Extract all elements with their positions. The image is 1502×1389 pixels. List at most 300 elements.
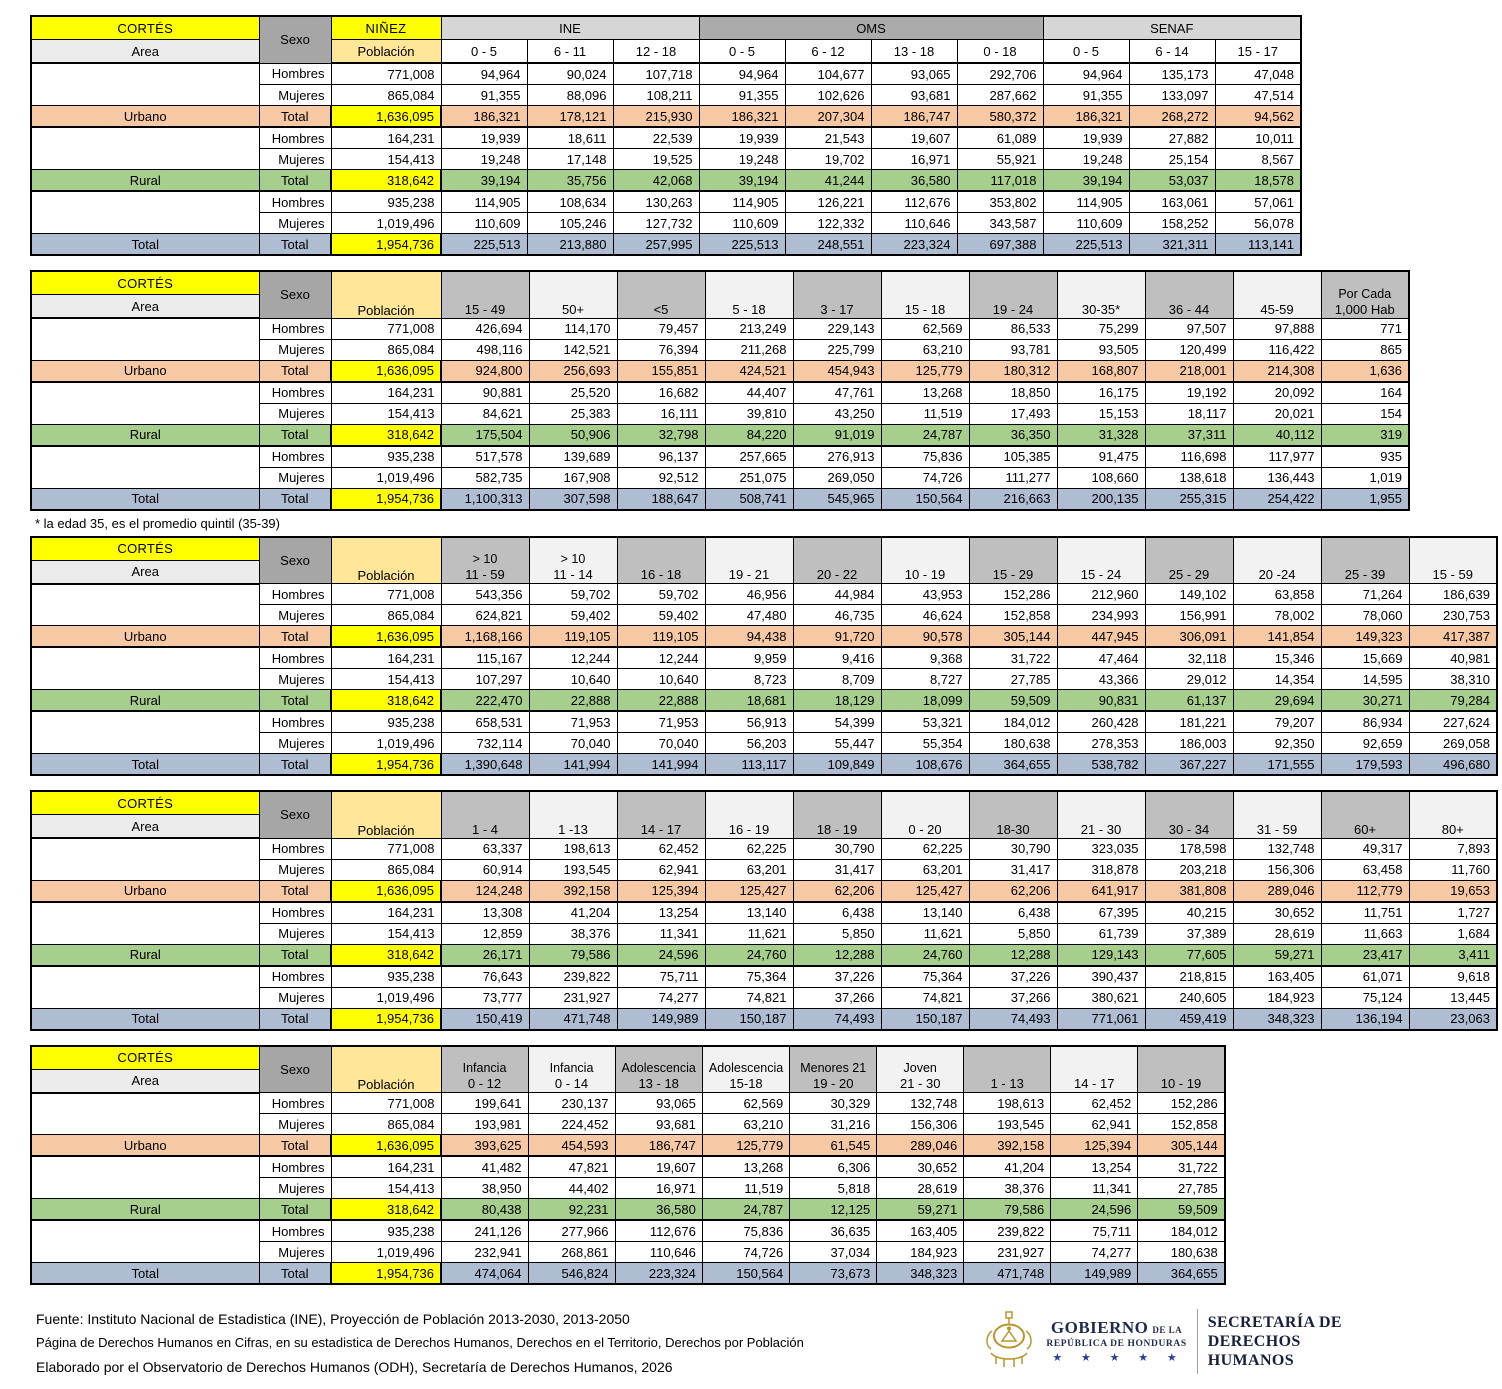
- age-column-header: 0 - 5: [1043, 40, 1129, 64]
- value-cell: 129,143: [1057, 944, 1145, 966]
- poblacion-value: 1,636,095: [331, 106, 441, 128]
- age-column-header: 15 - 49: [441, 271, 529, 318]
- value-cell: 62,452: [1051, 1093, 1138, 1114]
- value-cell: 56,913: [705, 711, 793, 733]
- region-title: CORTÉS: [31, 271, 259, 295]
- value-cell: 53,321: [881, 711, 969, 733]
- value-cell: 125,394: [1051, 1135, 1138, 1157]
- value-cell: 181,221: [1145, 711, 1233, 733]
- age-column-header: 6 - 11: [527, 40, 613, 64]
- table-row: [31, 1199, 1225, 1221]
- value-cell: 38,376: [529, 923, 617, 944]
- ministry-wordmark: [1208, 1313, 1342, 1371]
- region-title: CORTÉS: [31, 1046, 259, 1070]
- value-cell: 92,512: [617, 467, 705, 488]
- value-cell: 75,364: [705, 966, 793, 988]
- area-header: Area: [31, 295, 259, 319]
- age-column-header: 0 - 5: [699, 40, 785, 64]
- poblacion-value: 1,019,496: [331, 1242, 441, 1263]
- sexo-header: Sexo: [259, 537, 331, 584]
- value-cell: 186,747: [871, 106, 957, 128]
- value-cell: 276,913: [793, 446, 881, 468]
- poblacion-value: 164,231: [331, 902, 441, 924]
- poblacion-value: 865,084: [331, 1114, 441, 1135]
- value-cell: 91,019: [793, 424, 881, 446]
- value-cell: 43,366: [1057, 669, 1145, 690]
- value-cell: 18,099: [881, 690, 969, 712]
- value-cell: 77,605: [1145, 944, 1233, 966]
- value-cell: 62,225: [881, 838, 969, 859]
- age-column-header: 10 - 19: [881, 537, 969, 584]
- poblacion-header: Población: [331, 40, 441, 64]
- poblacion-value: 1,954,736: [331, 234, 441, 256]
- poblacion-value: 865,084: [331, 605, 441, 626]
- value-cell: 268,272: [1129, 106, 1215, 128]
- value-cell: 22,888: [529, 690, 617, 712]
- value-cell: 1,390,648: [441, 754, 529, 776]
- source-lines: [36, 1307, 804, 1379]
- value-cell: 278,353: [1057, 733, 1145, 754]
- value-cell: 63,201: [705, 859, 793, 880]
- value-cell: 31,722: [1138, 1156, 1225, 1178]
- age-column-header: 12 - 18: [613, 40, 699, 64]
- area-cell: [31, 1156, 259, 1199]
- ministry-line: SECRETARÍA DE: [1207, 1313, 1342, 1331]
- poblacion-value: 1,954,736: [331, 1008, 441, 1030]
- value-cell: 125,427: [705, 880, 793, 902]
- value-cell: 139,689: [529, 446, 617, 468]
- sex-label: Hombres: [259, 838, 331, 859]
- value-cell: 84,220: [705, 424, 793, 446]
- age-column-header: 19 - 24: [969, 271, 1057, 318]
- region-title: CORTÉS: [31, 16, 259, 40]
- value-cell: 163,061: [1129, 191, 1215, 213]
- value-cell: 30,790: [969, 838, 1057, 859]
- value-cell: 212,960: [1057, 584, 1145, 605]
- sex-label: Total: [259, 488, 331, 510]
- value-cell: 63,337: [441, 838, 529, 859]
- table-row: [31, 127, 1301, 149]
- value-cell: 1,684: [1409, 923, 1497, 944]
- value-cell: 130,263: [613, 191, 699, 213]
- value-cell: 63,210: [702, 1114, 789, 1135]
- value-cell: 32,798: [617, 424, 705, 446]
- value-cell: 36,350: [969, 424, 1057, 446]
- age-column-header: 20 - 22: [793, 537, 881, 584]
- value-cell: 23,063: [1409, 1008, 1497, 1030]
- value-cell: 240,605: [1145, 987, 1233, 1008]
- area-label-rural: Rural: [31, 1199, 259, 1221]
- area-header: Area: [31, 40, 259, 64]
- value-cell: 73,777: [441, 987, 529, 1008]
- value-cell: 16,111: [617, 403, 705, 424]
- value-cell: 6,438: [793, 902, 881, 924]
- table-row: [31, 382, 1409, 404]
- value-cell: 149,989: [1051, 1263, 1138, 1285]
- table-row: [31, 488, 1409, 510]
- poblacion-value: 935,238: [331, 446, 441, 468]
- table-row: [31, 754, 1497, 776]
- sex-label: Total: [259, 170, 331, 192]
- value-cell: 18,117: [1145, 403, 1233, 424]
- value-cell: 164: [1321, 382, 1409, 404]
- poblacion-value: 771,008: [331, 1093, 441, 1114]
- value-cell: 771,061: [1057, 1008, 1145, 1030]
- age-column-header: 31 - 59: [1233, 791, 1321, 838]
- sexo-header: Sexo: [259, 271, 331, 318]
- value-cell: 28,619: [877, 1178, 964, 1199]
- value-cell: 380,621: [1057, 987, 1145, 1008]
- value-cell: 61,739: [1057, 923, 1145, 944]
- government-logo: [982, 1309, 1342, 1374]
- age-column-header: 0 - 18: [957, 40, 1043, 64]
- value-cell: 15,669: [1321, 647, 1409, 669]
- area-cell: [31, 191, 259, 234]
- value-cell: 90,578: [881, 626, 969, 648]
- stars-icon: ★ ★ ★ ★ ★: [1052, 1351, 1185, 1364]
- sex-label: Total: [259, 754, 331, 776]
- value-cell: 225,513: [441, 234, 527, 256]
- poblacion-value: 865,084: [331, 339, 441, 360]
- table-row: [31, 191, 1301, 213]
- value-cell: 223,324: [871, 234, 957, 256]
- value-cell: 108,634: [527, 191, 613, 213]
- value-cell: 39,194: [699, 170, 785, 192]
- sex-label: Total: [259, 1135, 331, 1157]
- value-cell: 251,075: [705, 467, 793, 488]
- value-cell: 424,521: [705, 360, 793, 382]
- value-cell: 11,621: [705, 923, 793, 944]
- value-cell: 43,953: [881, 584, 969, 605]
- value-cell: 186,321: [699, 106, 785, 128]
- value-cell: 269,050: [793, 467, 881, 488]
- sex-label: Mujeres: [259, 339, 331, 360]
- sex-label: Mujeres: [259, 1242, 331, 1263]
- value-cell: 27,785: [969, 669, 1057, 690]
- table-row: [31, 1220, 1225, 1242]
- poblacion-value: 771,008: [331, 838, 441, 859]
- value-cell: 92,231: [528, 1199, 615, 1221]
- value-cell: 63,458: [1321, 859, 1409, 880]
- value-cell: 46,624: [881, 605, 969, 626]
- value-cell: 393,625: [441, 1135, 528, 1157]
- table-row: [31, 170, 1301, 192]
- value-cell: 11,751: [1321, 902, 1409, 924]
- value-cell: 13,308: [441, 902, 529, 924]
- sex-label: Mujeres: [259, 1178, 331, 1199]
- value-cell: 624,821: [441, 605, 529, 626]
- value-cell: 289,046: [1233, 880, 1321, 902]
- value-cell: 305,144: [969, 626, 1057, 648]
- poblacion-value: 865,084: [331, 859, 441, 880]
- value-cell: 150,187: [881, 1008, 969, 1030]
- value-cell: 62,941: [617, 859, 705, 880]
- value-cell: 78,060: [1321, 605, 1409, 626]
- value-cell: 3,411: [1409, 944, 1497, 966]
- value-cell: 156,991: [1145, 605, 1233, 626]
- value-cell: 32,118: [1145, 647, 1233, 669]
- value-cell: 37,266: [793, 987, 881, 1008]
- age-column-header: 1 - 13: [964, 1046, 1051, 1093]
- source-line: Página de Derechos Humanos en Cifras, en su estadistica de Derechos Humanos, Derechos en el Territorio, Derechos por Población: [36, 1335, 804, 1350]
- value-cell: 79,284: [1409, 690, 1497, 712]
- value-cell: 471,748: [964, 1263, 1051, 1285]
- value-cell: 37,311: [1145, 424, 1233, 446]
- value-cell: 193,545: [529, 859, 617, 880]
- value-cell: 13,445: [1409, 987, 1497, 1008]
- value-cell: 199,641: [441, 1093, 528, 1114]
- value-cell: 13,254: [617, 902, 705, 924]
- poblacion-value: 164,231: [331, 647, 441, 669]
- area-header: Area: [31, 560, 259, 584]
- value-cell: 75,711: [617, 966, 705, 988]
- age-column-header: Por Cada 1,000 Hab: [1321, 271, 1409, 318]
- poblacion-value: 1,019,496: [331, 213, 441, 234]
- value-cell: 102,626: [785, 85, 871, 106]
- age-column-header: 20 -24: [1233, 537, 1321, 584]
- sex-label: Mujeres: [259, 213, 331, 234]
- value-cell: 225,513: [1043, 234, 1129, 256]
- value-cell: 256,693: [529, 360, 617, 382]
- value-cell: 186,747: [615, 1135, 702, 1157]
- table-row: [31, 902, 1497, 924]
- value-cell: 13,268: [702, 1156, 789, 1178]
- value-cell: 5,850: [969, 923, 1057, 944]
- area-header: Area: [31, 1069, 259, 1093]
- value-cell: 93,065: [871, 63, 957, 85]
- table-row: [31, 1156, 1225, 1178]
- age-column-header: 14 - 17: [617, 791, 705, 838]
- value-cell: 117,018: [957, 170, 1043, 192]
- age-column-header: 80+: [1409, 791, 1497, 838]
- table-row: [31, 880, 1497, 902]
- value-cell: 29,012: [1145, 669, 1233, 690]
- value-cell: 306,091: [1145, 626, 1233, 648]
- honduras-coat-of-arms-icon: [982, 1309, 1036, 1374]
- value-cell: 229,143: [793, 318, 881, 339]
- value-cell: 12,288: [793, 944, 881, 966]
- value-cell: 18,578: [1215, 170, 1301, 192]
- table-row: [31, 360, 1409, 382]
- sex-label: Mujeres: [259, 85, 331, 106]
- value-cell: 84,621: [441, 403, 529, 424]
- age-column-header: 15 - 29: [969, 537, 1057, 584]
- value-cell: 200,135: [1057, 488, 1145, 510]
- poblacion-value: 164,231: [331, 382, 441, 404]
- value-cell: 321,311: [1129, 234, 1215, 256]
- value-cell: 19,939: [1043, 127, 1129, 149]
- table-row: [31, 966, 1497, 988]
- value-cell: 13,268: [881, 382, 969, 404]
- value-cell: 248,551: [785, 234, 871, 256]
- value-cell: 392,158: [964, 1135, 1051, 1157]
- age-column-header: 15 - 24: [1057, 537, 1145, 584]
- value-cell: 75,299: [1057, 318, 1145, 339]
- value-cell: 136,443: [1233, 467, 1321, 488]
- value-cell: 22,539: [613, 127, 699, 149]
- value-cell: 92,659: [1321, 733, 1409, 754]
- value-cell: 538,782: [1057, 754, 1145, 776]
- poblacion-value: 935,238: [331, 711, 441, 733]
- age-column-header: 5 - 18: [705, 271, 793, 318]
- poblacion-value: 1,019,496: [331, 733, 441, 754]
- value-cell: 90,881: [441, 382, 529, 404]
- value-cell: 31,417: [793, 859, 881, 880]
- table-row: [31, 234, 1301, 256]
- value-cell: 498,116: [441, 339, 529, 360]
- population-table-life-stages: [30, 1045, 1226, 1286]
- value-cell: 93,681: [615, 1114, 702, 1135]
- value-cell: 218,001: [1145, 360, 1233, 382]
- poblacion-value: 1,636,095: [331, 880, 441, 902]
- poblacion-header: Población: [331, 791, 441, 838]
- value-cell: 108,676: [881, 754, 969, 776]
- area-cell: [31, 446, 259, 489]
- poblacion-value: 865,084: [331, 85, 441, 106]
- value-cell: 364,655: [1138, 1263, 1225, 1285]
- poblacion-value: 1,019,496: [331, 467, 441, 488]
- value-cell: 55,447: [793, 733, 881, 754]
- value-cell: 36,580: [615, 1199, 702, 1221]
- area-label-urbano: Urbano: [31, 360, 259, 382]
- area-label-total: Total: [31, 1008, 259, 1030]
- value-cell: 41,244: [785, 170, 871, 192]
- value-cell: 150,419: [441, 1008, 529, 1030]
- age-column-header: 6 - 14: [1129, 40, 1215, 64]
- value-cell: 63,858: [1233, 584, 1321, 605]
- value-cell: 60,914: [441, 859, 529, 880]
- age-column-header: <5: [617, 271, 705, 318]
- value-cell: 46,735: [793, 605, 881, 626]
- value-cell: 234,993: [1057, 605, 1145, 626]
- value-cell: 186,321: [1043, 106, 1129, 128]
- age-column-header: 60+: [1321, 791, 1409, 838]
- value-cell: 292,706: [957, 63, 1043, 85]
- value-cell: 107,297: [441, 669, 529, 690]
- value-cell: 91,355: [699, 85, 785, 106]
- age-column-header: 18 - 19: [793, 791, 881, 838]
- value-cell: 112,676: [871, 191, 957, 213]
- gobierno-text: GOBIERNO: [1050, 1318, 1149, 1338]
- sex-label: Hombres: [259, 1156, 331, 1178]
- value-cell: 454,593: [528, 1135, 615, 1157]
- value-cell: 132,748: [877, 1093, 964, 1114]
- value-cell: 1,019: [1321, 467, 1409, 488]
- value-cell: 110,646: [871, 213, 957, 234]
- value-cell: 122,332: [785, 213, 871, 234]
- sex-label: Total: [259, 880, 331, 902]
- value-cell: 269,058: [1409, 733, 1497, 754]
- value-cell: 24,596: [1051, 1199, 1138, 1221]
- sex-label: Mujeres: [259, 1114, 331, 1135]
- age-column-header: 3 - 17: [793, 271, 881, 318]
- value-cell: 323,035: [1057, 838, 1145, 859]
- value-cell: 93,505: [1057, 339, 1145, 360]
- value-cell: 18,681: [705, 690, 793, 712]
- value-cell: 36,635: [790, 1220, 877, 1242]
- value-cell: 167,908: [529, 467, 617, 488]
- value-cell: 44,407: [705, 382, 793, 404]
- value-cell: 454,943: [793, 360, 881, 382]
- poblacion-value: 164,231: [331, 127, 441, 149]
- sex-label: Hombres: [259, 584, 331, 605]
- value-cell: 11,341: [1051, 1178, 1138, 1199]
- age-column-header: 6 - 12: [785, 40, 871, 64]
- value-cell: 38,376: [964, 1178, 1051, 1199]
- value-cell: 40,215: [1145, 902, 1233, 924]
- age-column-header: 15 - 59: [1409, 537, 1497, 584]
- value-cell: 474,064: [441, 1263, 528, 1285]
- sex-label: Mujeres: [259, 403, 331, 424]
- ministry-line: HUMANOS: [1207, 1352, 1295, 1370]
- value-cell: 75,124: [1321, 987, 1409, 1008]
- value-cell: 19,607: [615, 1156, 702, 1178]
- value-cell: 175,504: [441, 424, 529, 446]
- value-cell: 241,126: [441, 1220, 528, 1242]
- age-column-header: Adolescencia 13 - 18: [615, 1046, 702, 1093]
- value-cell: 150,564: [702, 1263, 789, 1285]
- value-cell: 417,387: [1409, 626, 1497, 648]
- table-row: [31, 1008, 1497, 1030]
- area-cell: [31, 902, 259, 945]
- value-cell: 50,906: [529, 424, 617, 446]
- value-cell: 120,499: [1145, 339, 1233, 360]
- ninez-header: NIÑEZ: [331, 16, 441, 40]
- value-cell: 19,248: [441, 149, 527, 170]
- value-cell: 19,525: [613, 149, 699, 170]
- poblacion-value: 318,642: [331, 690, 441, 712]
- table-row: [31, 1135, 1225, 1157]
- value-cell: 17,148: [527, 149, 613, 170]
- value-cell: 119,105: [617, 626, 705, 648]
- age-column-header: 10 - 19: [1138, 1046, 1225, 1093]
- sex-label: Mujeres: [259, 923, 331, 944]
- value-cell: 12,244: [617, 647, 705, 669]
- value-cell: 732,114: [441, 733, 529, 754]
- value-cell: 8,567: [1215, 149, 1301, 170]
- value-cell: 641,917: [1057, 880, 1145, 902]
- value-cell: 59,271: [1233, 944, 1321, 966]
- age-column-header: Infancia 0 - 14: [528, 1046, 615, 1093]
- poblacion-value: 154,413: [331, 923, 441, 944]
- value-cell: 86,934: [1321, 711, 1409, 733]
- sex-label: Mujeres: [259, 859, 331, 880]
- area-cell: [31, 63, 259, 106]
- sex-label: Mujeres: [259, 605, 331, 626]
- value-cell: 16,971: [871, 149, 957, 170]
- table-row: [31, 626, 1497, 648]
- value-cell: 287,662: [957, 85, 1043, 106]
- value-cell: 19,702: [785, 149, 871, 170]
- value-cell: 11,341: [617, 923, 705, 944]
- age-column-header: Adolescencia 15-18: [702, 1046, 789, 1093]
- value-cell: 62,452: [617, 838, 705, 859]
- age-column-header: 0 - 20: [881, 791, 969, 838]
- age-column-header: 18-30: [969, 791, 1057, 838]
- value-cell: 94,964: [699, 63, 785, 85]
- value-cell: 11,663: [1321, 923, 1409, 944]
- value-cell: 12,288: [969, 944, 1057, 966]
- value-cell: 62,206: [793, 880, 881, 902]
- poblacion-value: 318,642: [331, 1199, 441, 1221]
- age-column-header: 1 - 4: [441, 791, 529, 838]
- value-cell: 113,141: [1215, 234, 1301, 256]
- page-footer: [30, 1299, 1502, 1389]
- value-cell: 107,718: [613, 63, 699, 85]
- value-cell: 6,306: [790, 1156, 877, 1178]
- value-cell: 76,643: [441, 966, 529, 988]
- value-cell: 1,100,313: [441, 488, 529, 510]
